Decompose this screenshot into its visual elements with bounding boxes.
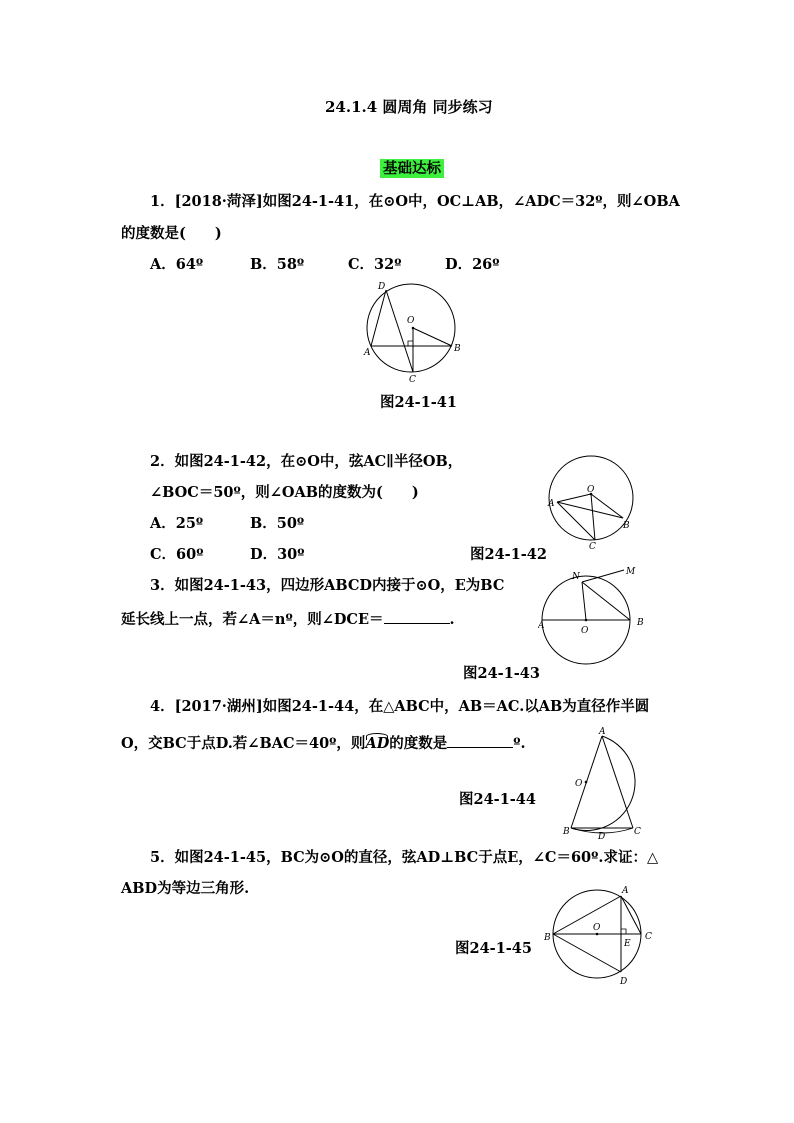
q2-option-d: D．30º bbox=[250, 546, 305, 563]
q1-line2: 的度数是( ) bbox=[121, 225, 222, 242]
figure-24-1-43 bbox=[538, 562, 658, 670]
q1-option-c: C．32º bbox=[348, 256, 402, 273]
fig5-label-c: C bbox=[645, 932, 652, 942]
figure-24-1-45 bbox=[542, 880, 662, 990]
q5-line1: 5．如图24-1-45，BC为⊙O的直径，弦AD⊥BC于点E，∠C＝60º.求证：△ bbox=[150, 849, 659, 866]
fig2-label-a: A bbox=[548, 499, 555, 509]
q1-caption: 图24-1-41 bbox=[380, 394, 457, 411]
fig1-label-o: O bbox=[407, 316, 415, 326]
fig2-label-b: B bbox=[623, 521, 630, 531]
arc-ad: AD bbox=[365, 735, 390, 752]
fig3-label-b: B bbox=[637, 618, 644, 628]
q1-option-d: D．26º bbox=[445, 256, 500, 273]
fig4-label-o: O bbox=[575, 779, 583, 789]
fig3-label-m: M bbox=[626, 567, 636, 577]
q1-option-b: B．58º bbox=[250, 256, 305, 273]
fig1-label-c: C bbox=[409, 375, 416, 385]
q1-line1: 1．[2018·菏泽]如图24-1-41，在⊙O中，OC⊥AB，∠ADC＝32º，则∠OBA bbox=[150, 193, 680, 210]
figure-24-1-41 bbox=[358, 278, 468, 388]
q2-option-b: B．50º bbox=[250, 515, 305, 532]
q3-line1: 3．如图24-1-43，四边形ABCD内接于⊙O，E为BC bbox=[150, 577, 505, 594]
q1-option-a: A．64º bbox=[150, 256, 204, 273]
fig3-label-o: O bbox=[581, 626, 589, 636]
q5-line2: ABD为等边三角形. bbox=[121, 880, 250, 897]
q3-line2: 延长线上一点，若∠A＝nº，则∠DCE＝ . bbox=[121, 611, 455, 628]
fig4-label-c: C bbox=[634, 827, 641, 837]
section-label: 基础达标 bbox=[380, 162, 444, 177]
figure-24-1-42 bbox=[543, 452, 643, 552]
fig5-label-a: A bbox=[622, 886, 629, 896]
q2-line1: 2．如图24-1-42，在⊙O中，弦AC∥半径OB， bbox=[150, 453, 463, 470]
q3-caption: 图24-1-43 bbox=[463, 665, 540, 682]
fig3-label-n: N bbox=[572, 572, 580, 582]
q2-line2: ∠BOC＝50º，则∠OAB的度数为( ) bbox=[150, 484, 419, 501]
q4-line1: 4．[2017·湖州]如图24-1-44，在△ABC中，AB＝AC.以AB为直径作半圆 bbox=[150, 698, 650, 715]
fig5-label-o: O bbox=[593, 923, 601, 933]
q2-option-c: C．60º bbox=[150, 546, 204, 563]
fig4-label-a: A bbox=[599, 727, 606, 737]
fig5-label-d: D bbox=[620, 977, 628, 987]
q2-option-a: A．25º bbox=[150, 515, 204, 532]
fig1-label-b: B bbox=[454, 344, 461, 354]
fig1-label-a: A bbox=[364, 348, 371, 358]
page-title: 24.1.4 圆周角 同步练习 bbox=[325, 98, 493, 116]
fig2-label-o: O bbox=[587, 485, 595, 495]
fig3-label-a: A bbox=[538, 621, 545, 631]
q5-caption: 图24-1-45 bbox=[455, 940, 532, 957]
fig1-label-d: D bbox=[378, 282, 386, 292]
fig5-label-e: E bbox=[624, 939, 631, 949]
fig5-label-b: B bbox=[544, 933, 551, 943]
figure-24-1-44 bbox=[558, 724, 658, 840]
fig2-label-c: C bbox=[589, 542, 596, 552]
q4-caption: 图24-1-44 bbox=[459, 791, 536, 808]
fig4-label-d: D bbox=[598, 832, 606, 840]
q4-line2: O，交BC于点D.若∠BAC＝40º，则AD的度数是 º. bbox=[121, 735, 526, 752]
q2-caption: 图24-1-42 bbox=[470, 546, 547, 563]
fig4-label-b: B bbox=[563, 827, 570, 837]
